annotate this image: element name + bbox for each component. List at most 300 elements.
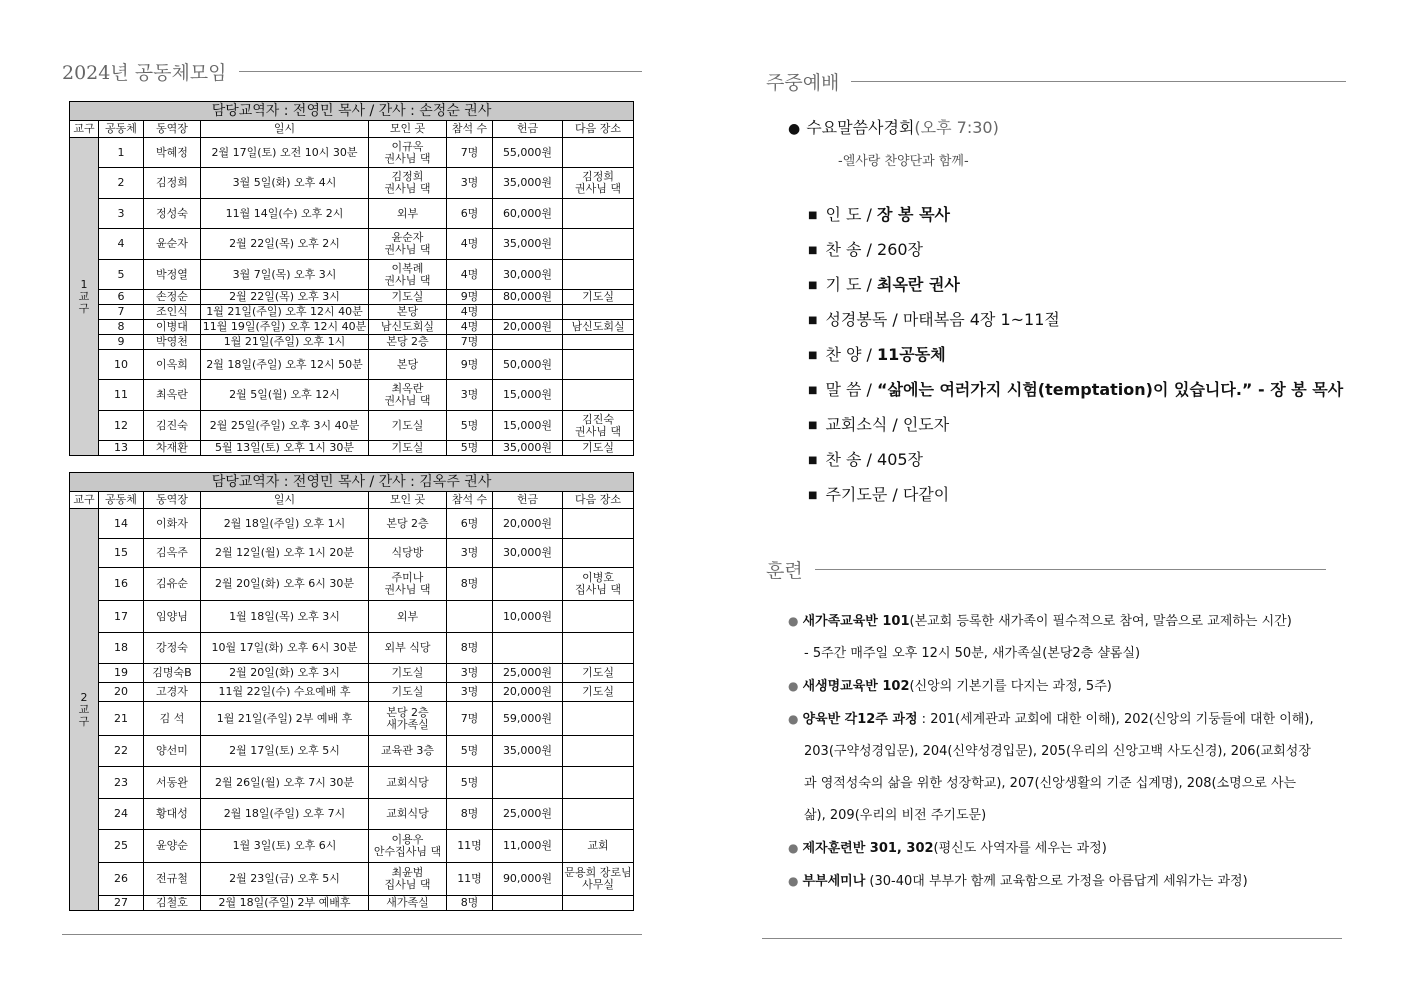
- table-cell: 10,000원: [493, 601, 563, 633]
- table-cell: [563, 335, 634, 350]
- table-cell: 이복례 권사님 댁: [369, 260, 447, 290]
- table-cell: [447, 601, 493, 633]
- square-bullet-icon: ■: [808, 210, 818, 221]
- bullet-dot-icon: ●: [788, 841, 799, 855]
- training-name: 양육반 각12주 과정: [802, 712, 918, 727]
- table-cell: 5명: [447, 736, 493, 767]
- table-cell: 2월 25일(주일) 오후 3시 40분: [201, 411, 369, 441]
- table-cell: 11,000원: [493, 830, 563, 863]
- table-cell: [563, 138, 634, 168]
- square-bullet-icon: ■: [808, 280, 818, 291]
- table-cell: 최윤범 집사님 댁: [369, 863, 447, 896]
- table-cell: [493, 305, 563, 320]
- worship-order-item: [808, 232, 1346, 267]
- table-cell: 김정희 권사님 댁: [369, 168, 447, 199]
- column-header: 공동체: [99, 121, 144, 138]
- table-cell: 2월 12일(월) 오후 1시 20분: [201, 539, 369, 568]
- square-bullet-icon: ■: [808, 490, 818, 501]
- table-cell: 55,000원: [493, 138, 563, 168]
- table-cell: 윤양순: [144, 830, 201, 863]
- training-item: 삶), 209(우리의 비전 주기도문): [804, 808, 987, 823]
- bullet-dot-icon: ●: [788, 712, 799, 726]
- table-cell: [563, 509, 634, 539]
- worship-order-item: [808, 477, 1346, 512]
- table-cell: 2월 20일(화) 오후 6시 30분: [201, 568, 369, 601]
- table-row: [70, 736, 634, 767]
- table-cell: 박정열: [144, 260, 201, 290]
- column-header: 다음 장소: [563, 121, 634, 138]
- table-cell: 17: [99, 601, 144, 633]
- table-row: [70, 509, 634, 539]
- training-item: [788, 670, 1346, 703]
- training-item: 과 영적성숙의 삶을 위한 성장학교), 207(신앙생활의 기준 십계명), 208(소명으로 사는: [804, 776, 1297, 791]
- table-cell: 9명: [447, 290, 493, 305]
- worship-order-item: [808, 372, 1346, 407]
- order-value: 마태복음 4장 1~11절: [902, 310, 1060, 329]
- training-name: 새생명교육반 102: [802, 679, 910, 694]
- training-desc: (본교회 등록한 새가족이 필수적으로 참여, 말씀으로 교제하는 시간): [909, 614, 1292, 629]
- table-cell: 김정희: [144, 168, 201, 199]
- table-cell: 교회식당: [369, 799, 447, 830]
- training-section-header: [766, 556, 1326, 583]
- table-cell: 주미나 권사님 댁: [369, 568, 447, 601]
- order-label: 찬 송 /: [825, 240, 878, 259]
- table-cell: 2월 22일(목) 오후 2시: [201, 229, 369, 260]
- column-header: 공동체: [99, 492, 144, 509]
- table-cell: 7명: [447, 138, 493, 168]
- table-cell: 25,000원: [493, 664, 563, 683]
- order-value: 최옥란 권사: [877, 275, 960, 294]
- square-bullet-icon: ■: [808, 350, 818, 361]
- left-section-header: [62, 58, 642, 85]
- square-bullet-icon: ■: [808, 420, 818, 431]
- square-bullet-icon: ■: [808, 315, 818, 326]
- table-cell: [563, 199, 634, 229]
- table-cell: 3명: [447, 168, 493, 199]
- table-cell: [493, 633, 563, 664]
- table-cell: [493, 896, 563, 911]
- order-label: 찬 송 /: [825, 450, 878, 469]
- column-header: 일시: [201, 492, 369, 509]
- table-row: [70, 305, 634, 320]
- order-value: 405장: [877, 450, 924, 469]
- table-cell: 기도실: [369, 664, 447, 683]
- table-cell: 24: [99, 799, 144, 830]
- table-cell: 35,000원: [493, 736, 563, 767]
- table-cell: 기도실: [369, 683, 447, 702]
- table-cell: 박영천: [144, 335, 201, 350]
- table-row: [70, 664, 634, 683]
- table-cell: 20,000원: [493, 320, 563, 335]
- table-cell: 90,000원: [493, 863, 563, 896]
- table-cell: 3명: [447, 380, 493, 411]
- column-header: 동역장: [144, 121, 201, 138]
- order-label: 교회소식 /: [825, 415, 903, 434]
- table-cell: 2월 23일(금) 오후 5시: [201, 863, 369, 896]
- table-cell: 본당 2층 새가족실: [369, 702, 447, 736]
- table-cell: 4: [99, 229, 144, 260]
- table-cell: 5명: [447, 441, 493, 456]
- table-cell: [563, 896, 634, 911]
- table-cell: 1월 21일(주일) 2부 예배 후: [201, 702, 369, 736]
- left-title: 2024년 공동체모임: [62, 62, 227, 84]
- training-name: 부부세미나: [802, 874, 866, 889]
- worship-order-item: [808, 197, 1346, 232]
- square-bullet-icon: ■: [808, 245, 818, 256]
- training-item: [788, 865, 1346, 898]
- table-cell: 26: [99, 863, 144, 896]
- table-row: [70, 320, 634, 335]
- table-cell: 남신도회실: [369, 320, 447, 335]
- column-header: 모인 곳: [369, 492, 447, 509]
- column-header: 일시: [201, 121, 369, 138]
- table-cell: 30,000원: [493, 260, 563, 290]
- table-cell: [563, 229, 634, 260]
- table-row: [70, 229, 634, 260]
- training-desc: (평신도 사역자를 세우는 과정): [933, 841, 1107, 856]
- table-cell: 윤순자: [144, 229, 201, 260]
- table-cell: 11월 19일(주일) 오후 12시 40분: [201, 320, 369, 335]
- bullet-dot-icon: ●: [788, 679, 799, 693]
- table-row: [70, 168, 634, 199]
- table-cell: 7명: [447, 702, 493, 736]
- worship-order-item: [808, 267, 1346, 302]
- table-cell: 이화자: [144, 509, 201, 539]
- table-cell: 10: [99, 350, 144, 380]
- order-label: 인 도 /: [825, 205, 878, 224]
- table-cell: 교회식당: [369, 767, 447, 799]
- table-cell: 손정순: [144, 290, 201, 305]
- table-cell: 8명: [447, 896, 493, 911]
- table-cell: 차재환: [144, 441, 201, 456]
- table-cell: 본당: [369, 305, 447, 320]
- table-cell: 25,000원: [493, 799, 563, 830]
- table-cell: 1: [99, 138, 144, 168]
- table-cell: 6명: [447, 509, 493, 539]
- training-name: 제자훈련반 301, 302: [802, 841, 934, 856]
- table-cell: 80,000원: [493, 290, 563, 305]
- table-cell: [563, 633, 634, 664]
- table-cell: 15,000원: [493, 411, 563, 441]
- right-section-header: [766, 68, 1346, 95]
- table-cell: 본당: [369, 350, 447, 380]
- column-header: 모인 곳: [369, 121, 447, 138]
- table-cell: 정성숙: [144, 199, 201, 229]
- table-cell: 8명: [447, 633, 493, 664]
- table-cell: 15: [99, 539, 144, 568]
- table-cell: 교회: [563, 830, 634, 863]
- order-value: 260장: [877, 240, 924, 259]
- table-cell: 2월 5일(월) 오후 12시: [201, 380, 369, 411]
- training-item: - 5주간 매주일 오후 12시 50분, 새가족실(본당2층 샬롬실): [804, 646, 1141, 661]
- district-label: 1 교 구: [70, 138, 99, 456]
- square-bullet-icon: ■: [808, 385, 818, 396]
- worship-order-item: [808, 442, 1346, 477]
- column-header: 교구: [70, 121, 99, 138]
- group-table-1: [69, 101, 634, 456]
- order-value: 11공동체: [877, 345, 946, 364]
- bullet-dot-icon: ●: [788, 121, 801, 137]
- table-cell: 2월 22일(목) 오후 3시: [201, 290, 369, 305]
- table-cell: 5월 13일(토) 오후 1시 30분: [201, 441, 369, 456]
- table-cell: 5명: [447, 767, 493, 799]
- table-cell: [563, 260, 634, 290]
- table-cell: 기도실: [563, 664, 634, 683]
- table-cell: 기도실: [563, 683, 634, 702]
- table-cell: 본당 2층: [369, 335, 447, 350]
- table-cell: 2월 17일(토) 오후 5시: [201, 736, 369, 767]
- table-cell: [493, 568, 563, 601]
- table-cell: 2월 18일(주일) 오후 7시: [201, 799, 369, 830]
- table-cell: 본당 2층: [369, 509, 447, 539]
- title-rule: [239, 71, 642, 72]
- table-cell: [563, 539, 634, 568]
- table-cell: 25: [99, 830, 144, 863]
- table-cell: 2월 18일(주일) 2부 예배후: [201, 896, 369, 911]
- table-cell: 4명: [447, 320, 493, 335]
- table-cell: 김철호: [144, 896, 201, 911]
- table-row: [70, 260, 634, 290]
- table-cell: 임양님: [144, 601, 201, 633]
- column-header: 다음 장소: [563, 492, 634, 509]
- table-row: [70, 767, 634, 799]
- column-header: 참석 수: [447, 492, 493, 509]
- table-row: [70, 863, 634, 896]
- table-cell: 9명: [447, 350, 493, 380]
- district-label: 2 교 구: [70, 509, 99, 911]
- table-cell: 11월 14일(수) 오후 2시: [201, 199, 369, 229]
- table-cell: 2월 17일(토) 오전 10시 30분: [201, 138, 369, 168]
- table-cell: 10월 17일(화) 오후 6시 30분: [201, 633, 369, 664]
- table-cell: 3명: [447, 539, 493, 568]
- table-cell: 새가족실: [369, 896, 447, 911]
- table-cell: [563, 350, 634, 380]
- table-cell: 13: [99, 441, 144, 456]
- order-value: 장 봉 목사: [877, 205, 950, 224]
- table-cell: 11월 22일(수) 수요예배 후: [201, 683, 369, 702]
- table-cell: [563, 767, 634, 799]
- table-cell: 김옥주: [144, 539, 201, 568]
- training-title: 훈련: [766, 560, 803, 582]
- table-row: [70, 683, 634, 702]
- table-cell: 19: [99, 664, 144, 683]
- table-cell: 조인식: [144, 305, 201, 320]
- table-cell: 김명숙B: [144, 664, 201, 683]
- table-row: [70, 568, 634, 601]
- order-value: 다같이: [902, 485, 950, 504]
- worship-order-list: [808, 197, 1346, 512]
- table-cell: 4명: [447, 229, 493, 260]
- table-cell: 8명: [447, 799, 493, 830]
- table-cell: 1월 3일(토) 오후 6시: [201, 830, 369, 863]
- table-cell: 22: [99, 736, 144, 767]
- column-header: 헌금: [493, 492, 563, 509]
- table-cell: 1월 21일(주일) 오후 12시 40분: [201, 305, 369, 320]
- table-cell: 23: [99, 767, 144, 799]
- group-table-2: [69, 472, 634, 911]
- table-cell: 35,000원: [493, 229, 563, 260]
- table-cell: 최옥란: [144, 380, 201, 411]
- table-cell: 11: [99, 380, 144, 411]
- column-header: 동역장: [144, 492, 201, 509]
- table-cell: 7: [99, 305, 144, 320]
- right-title: 주중예배: [766, 72, 840, 94]
- table-cell: 문용희 장로님 사무실: [563, 863, 634, 896]
- training-desc: : 201(세계관과 교회에 대한 이해), 202(신앙의 기둥들에 대한 이해),: [917, 712, 1314, 727]
- table-cell: 2월 18일(주일) 오후 12시 50분: [201, 350, 369, 380]
- table-cell: 20,000원: [493, 509, 563, 539]
- bullet-dot-icon: ●: [788, 614, 799, 628]
- table-cell: [563, 799, 634, 830]
- worship-order-item: [808, 302, 1346, 337]
- table-cell: 윤순자 권사님 댁: [369, 229, 447, 260]
- table-cell: 8명: [447, 568, 493, 601]
- table-cell: [563, 601, 634, 633]
- table-row: [70, 830, 634, 863]
- order-value: 인도자: [902, 415, 950, 434]
- table-cell: 2: [99, 168, 144, 199]
- table-cell: [493, 335, 563, 350]
- table-cell: 박혜정: [144, 138, 201, 168]
- table-cell: 3명: [447, 683, 493, 702]
- table-cell: 김유순: [144, 568, 201, 601]
- column-header: 헌금: [493, 121, 563, 138]
- table-cell: 14: [99, 509, 144, 539]
- table-cell: 기도실: [563, 290, 634, 305]
- worship-order-item: [808, 407, 1346, 442]
- table-row: [70, 335, 634, 350]
- table-cell: 1월 18일(목) 오후 3시: [201, 601, 369, 633]
- table-row: [70, 199, 634, 229]
- training-item: [788, 832, 1346, 865]
- column-header: 교구: [70, 492, 99, 509]
- table-cell: 5: [99, 260, 144, 290]
- training-item: [788, 605, 1346, 638]
- worship-title: [788, 115, 1346, 138]
- right-bottom-rule: [762, 938, 1342, 939]
- table-row: [70, 799, 634, 830]
- table-cell: 20: [99, 683, 144, 702]
- table-cell: 2월 26일(월) 오후 7시 30분: [201, 767, 369, 799]
- table-cell: 식당방: [369, 539, 447, 568]
- training-name: 새가족교육반 101: [802, 614, 910, 629]
- table-cell: [563, 702, 634, 736]
- table-cell: 6: [99, 290, 144, 305]
- table-cell: 35,000원: [493, 168, 563, 199]
- table-row: [70, 601, 634, 633]
- table-cell: [493, 767, 563, 799]
- table-cell: 4명: [447, 305, 493, 320]
- order-value: “삶에는 여러가지 시험(temptation)이 있습니다.” - 장 봉 목사: [877, 380, 1344, 399]
- table-cell: 3월 7일(목) 오후 3시: [201, 260, 369, 290]
- table-cell: 김 석: [144, 702, 201, 736]
- table-cell: 최옥란 권사님 댁: [369, 380, 447, 411]
- table-cell: 2월 20일(화) 오후 3시: [201, 664, 369, 683]
- table-cell: 27: [99, 896, 144, 911]
- table-row: [70, 411, 634, 441]
- table-cell: 전규철: [144, 863, 201, 896]
- table-cell: 15,000원: [493, 380, 563, 411]
- order-label: 찬 양 /: [825, 345, 878, 364]
- table-cell: 7명: [447, 335, 493, 350]
- table-cell: [563, 736, 634, 767]
- table-cell: 11명: [447, 863, 493, 896]
- worship-subtitle: -엘사랑 찬양단과 함께-: [838, 154, 969, 169]
- table-cell: 교육관 3층: [369, 736, 447, 767]
- worship-name: 수요말씀사경회: [806, 118, 915, 137]
- table-cell: 59,000원: [493, 702, 563, 736]
- table-cell: 강정숙: [144, 633, 201, 664]
- table-cell: 30,000원: [493, 539, 563, 568]
- table-cell: 양선미: [144, 736, 201, 767]
- table-cell: [563, 380, 634, 411]
- table-cell: 기도실: [369, 290, 447, 305]
- order-label: 성경봉독 /: [825, 310, 903, 329]
- table-cell: 서동완: [144, 767, 201, 799]
- training-desc: (신앙의 기본기를 다지는 과정, 5주): [909, 679, 1112, 694]
- square-bullet-icon: ■: [808, 455, 818, 466]
- table-row: [70, 539, 634, 568]
- table-cell: 12: [99, 411, 144, 441]
- table-row: [70, 138, 634, 168]
- table-cell: 3명: [447, 664, 493, 683]
- table-cell: 김진숙: [144, 411, 201, 441]
- table-row: [70, 350, 634, 380]
- table-cell: 5명: [447, 411, 493, 441]
- table-row: [70, 290, 634, 305]
- table-cell: 외부 식당: [369, 633, 447, 664]
- training-desc: (30-40대 부부가 함께 교육함으로 가정을 아름답게 세워가는 과정): [865, 874, 1248, 889]
- table-banner: 담당교역자 : 전영민 목사 / 간사 : 손정순 권사: [70, 102, 634, 121]
- table-cell: 50,000원: [493, 350, 563, 380]
- table-cell: 8: [99, 320, 144, 335]
- left-bottom-rule: [62, 934, 642, 935]
- table-cell: 35,000원: [493, 441, 563, 456]
- title-rule: [851, 81, 1346, 82]
- table-cell: 18: [99, 633, 144, 664]
- table-cell: 11명: [447, 830, 493, 863]
- table-cell: 이규옥 권사님 댁: [369, 138, 447, 168]
- table-cell: 16: [99, 568, 144, 601]
- table-cell: 60,000원: [493, 199, 563, 229]
- table-row: [70, 633, 634, 664]
- table-cell: 황대성: [144, 799, 201, 830]
- table-cell: 고경자: [144, 683, 201, 702]
- table-cell: 남신도회실: [563, 320, 634, 335]
- table-cell: 4명: [447, 260, 493, 290]
- table-cell: 6명: [447, 199, 493, 229]
- table-row: [70, 380, 634, 411]
- bullet-dot-icon: ●: [788, 874, 799, 888]
- table-cell: 외부: [369, 199, 447, 229]
- worship-time: (오후 7:30): [914, 118, 999, 137]
- worship-order-item: [808, 337, 1346, 372]
- table-cell: 이옥희: [144, 350, 201, 380]
- column-header: 참석 수: [447, 121, 493, 138]
- table-row: [70, 441, 634, 456]
- training-item: [788, 703, 1346, 736]
- table-cell: 외부: [369, 601, 447, 633]
- table-cell: 기도실: [369, 441, 447, 456]
- training-list: [788, 605, 1346, 898]
- table-cell: 1월 21일(주일) 오후 1시: [201, 335, 369, 350]
- table-cell: [563, 305, 634, 320]
- table-cell: 이병호 집사님 댁: [563, 568, 634, 601]
- table-banner: 담당교역자 : 전영민 목사 / 간사 : 김옥주 권사: [70, 473, 634, 492]
- title-rule: [815, 569, 1326, 570]
- table-cell: 기도실: [369, 411, 447, 441]
- table-cell: 3월 5일(화) 오후 4시: [201, 168, 369, 199]
